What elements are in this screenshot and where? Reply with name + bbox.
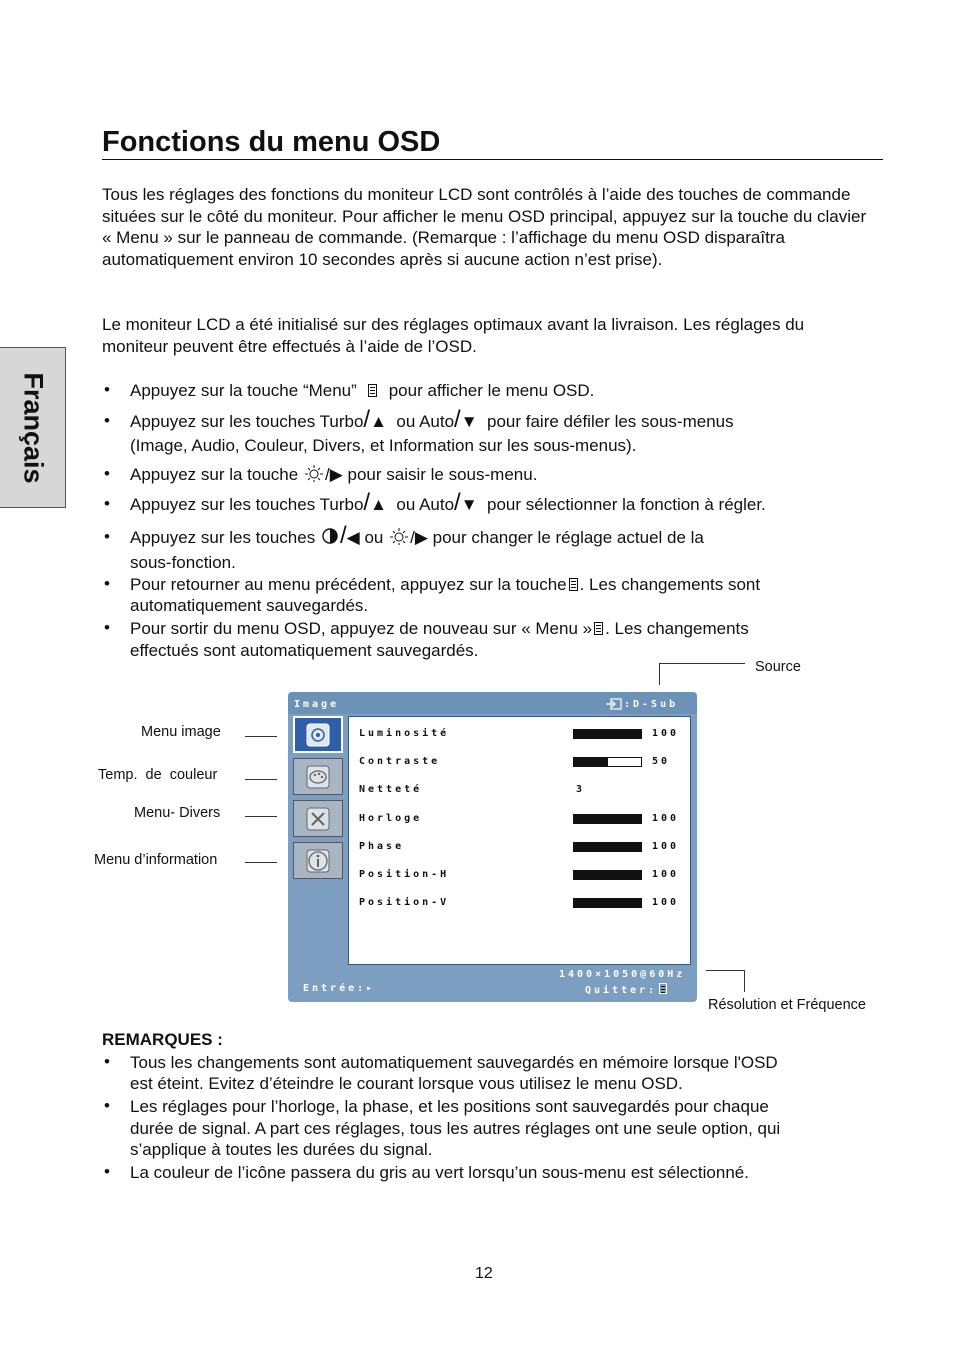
osd-enter-label: Entrée:▸ xyxy=(303,983,376,994)
brightness-icon xyxy=(388,527,410,545)
osd-color-menu[interactable] xyxy=(293,758,343,795)
leader-line xyxy=(659,663,745,664)
brightness-icon xyxy=(303,464,325,482)
bullet-6-line-2: automatiquement sauvegardés. xyxy=(130,596,369,615)
osd-row-slider[interactable] xyxy=(573,870,642,880)
osd-settings-panel xyxy=(348,716,691,965)
osd-row-value: 3 xyxy=(576,784,586,796)
osd-row-slider-fill xyxy=(574,730,641,738)
slash-icon: / xyxy=(363,406,371,433)
osd-image-menu[interactable] xyxy=(293,716,343,753)
menu-key-icon xyxy=(594,622,603,635)
remark-2-line-2: durée de signal. A part ces réglages, tous les autres réglages ont une seule option, qui xyxy=(130,1119,781,1138)
image-icon xyxy=(305,722,331,748)
osd-misc-menu[interactable] xyxy=(293,800,343,837)
osd-row-slider[interactable] xyxy=(573,898,642,908)
osd-row-value: 100 xyxy=(652,840,680,852)
intro-paragraph-2: Le moniteur LCD a été initialisé sur des réglages optimaux avant la livraison. Les réglages du moniteur peuvent être effectués à l’aide de l’OSD. xyxy=(102,315,805,356)
remark-2-line-1: Les réglages pour l’horloge, la phase, et les positions sont sauvegardés pour chaque xyxy=(130,1097,769,1116)
callout-info-menu: Menu d’information xyxy=(94,852,218,868)
leader-line xyxy=(245,816,277,817)
left-triangle-icon: ◀ xyxy=(346,528,360,547)
bullet-4: Appuyez sur les touches Turbo/▲ ou Auto/▼ pour sélectionner la fonction à régler. xyxy=(130,489,766,516)
tools-icon xyxy=(305,806,331,832)
osd-row-slider-fill xyxy=(574,815,641,823)
osd-row-label[interactable]: Phase xyxy=(359,840,405,852)
right-triangle-icon: ▶ xyxy=(329,465,343,484)
slash-icon: / xyxy=(339,522,347,549)
bullet-dot: • xyxy=(104,380,110,399)
remark-3-line-1: La couleur de l’icône passera du gris au vert lorsqu’un sous-menu est sélectionné. xyxy=(130,1163,749,1182)
bullet-dot: • xyxy=(104,618,110,637)
osd-row-slider[interactable] xyxy=(573,729,642,739)
osd-row-slider-fill xyxy=(574,758,608,766)
language-tab-label: Français xyxy=(18,371,48,484)
bullet-dot: • xyxy=(104,527,110,546)
bullet-2-line-2: (Image, Audio, Couleur, Divers, et Information sur les sous-menus). xyxy=(130,436,637,455)
down-triangle-icon: ▼ xyxy=(460,412,478,431)
osd-source: :D-Sub xyxy=(624,699,679,710)
bullet-dot: • xyxy=(104,1162,110,1181)
osd-menu xyxy=(288,692,697,1002)
osd-row-slider[interactable] xyxy=(573,757,642,767)
bullet-5-line-2: sous-fonction. xyxy=(130,553,236,572)
menu-key-icon xyxy=(368,384,377,397)
enter-arrow-icon: ▸ xyxy=(366,983,376,994)
bullet-2: Appuyez sur les touches Turbo/▲ ou Auto/▼ pour faire défiler les sous-menus xyxy=(130,406,734,433)
leader-line xyxy=(659,663,660,685)
osd-row-slider[interactable] xyxy=(573,814,642,824)
remark-1-line-2: est éteint. Evitez d’éteindre le courant lorsque vous utilisez le menu OSD. xyxy=(130,1074,683,1093)
osd-row-label[interactable]: Luminosité xyxy=(359,728,450,739)
remarks-title: REMARQUES : xyxy=(102,1030,223,1049)
osd-row-slider-fill xyxy=(574,843,641,851)
callout-misc-menu: Menu- Divers xyxy=(134,805,221,821)
osd-row-value: 100 xyxy=(652,812,680,824)
bullet-7-line-2: effectués sont automatiquement sauvegardés. xyxy=(130,641,479,660)
osd-row-label[interactable]: Position-V xyxy=(359,897,450,909)
osd-row-slider-fill xyxy=(574,871,641,879)
bullet-dot: • xyxy=(104,411,110,430)
right-triangle-icon: ▶ xyxy=(414,528,428,547)
bullet-dot: • xyxy=(104,494,110,513)
callout-resolution: Résolution et Fréquence xyxy=(708,997,866,1013)
title-rule xyxy=(102,159,883,160)
osd-row-value: 50 xyxy=(652,756,671,768)
osd-row-label[interactable]: Position-H xyxy=(359,869,450,880)
bullet-5: Appuyez sur les touches /◀ ou /▶ pour changer le réglage actuel de la xyxy=(130,522,704,549)
callout-menu-image: Menu image xyxy=(141,724,221,740)
leader-line xyxy=(245,862,277,863)
info-icon xyxy=(305,848,331,874)
osd-row-label[interactable]: Contraste xyxy=(359,756,441,768)
osd-title: Image xyxy=(294,699,340,710)
bullet-dot: • xyxy=(104,464,110,483)
osd-row-value: 100 xyxy=(652,869,680,880)
leader-line xyxy=(744,970,745,992)
up-triangle-icon: ▲ xyxy=(370,412,387,431)
remark-1-line-1: Tous les changements sont automatiquement sauvegardés en mémoire lorsque l'OSD xyxy=(130,1053,778,1072)
callout-source: Source xyxy=(755,659,801,675)
bullet-3: Appuyez sur la touche /▶ pour saisir le sous-menu. xyxy=(130,465,538,484)
intro-paragraph-1: Tous les réglages des fonctions du moniteur LCD sont contrôlés à l’aide des touches de commande situées sur le côté du moniteur. Pour afficher le menu OSD principal, appuyez sur la touche du clavier « Menu » sur le panneau de commande. (Remarque : l’affichage du menu OSD disparaîtra automatiquement environ 10 secondes après si aucune action n’est prise). xyxy=(102,185,867,269)
slash-icon: / xyxy=(454,489,461,516)
page-title: Fonctions du menu OSD xyxy=(102,126,441,158)
language-tab xyxy=(0,347,66,508)
leader-line xyxy=(706,970,744,971)
slash-icon: / xyxy=(363,489,371,516)
leader-line xyxy=(245,736,277,737)
down-triangle-icon: ▼ xyxy=(460,495,478,514)
osd-row-label[interactable]: Netteté xyxy=(359,784,423,796)
bullet-1: Appuyez sur la touche “Menu” pour afficher le menu OSD. xyxy=(130,381,595,400)
bullet-dot: • xyxy=(104,574,110,593)
bullet-7: Pour sortir du menu OSD, appuyez de nouveau sur « Menu » . Les changements xyxy=(130,619,749,638)
bullet-dot: • xyxy=(104,1052,110,1071)
remark-2-line-3: s’applique à toutes les durées du signal. xyxy=(130,1140,433,1159)
osd-row-value: 100 xyxy=(652,897,680,909)
menu-key-icon xyxy=(659,983,667,994)
callout-color-temp: Temp. de couleur xyxy=(98,767,218,783)
osd-row-value: 100 xyxy=(652,728,680,739)
osd-row-label[interactable]: Horloge xyxy=(359,812,423,824)
input-source-icon xyxy=(606,698,622,710)
palette-icon xyxy=(305,764,331,790)
bullet-dot: • xyxy=(104,1096,110,1115)
osd-info-menu[interactable] xyxy=(293,842,343,879)
slash-icon: / xyxy=(454,406,461,433)
leader-line xyxy=(245,779,277,780)
osd-row-slider[interactable] xyxy=(573,842,642,852)
up-triangle-icon: ▲ xyxy=(370,495,387,514)
page-number: 12 xyxy=(475,1265,493,1282)
osd-row-slider-fill xyxy=(574,899,641,907)
osd-resolution: 1400×1050@60Hz xyxy=(559,969,686,980)
bullet-6: Pour retourner au menu précédent, appuyez sur la touche . Les changements sont xyxy=(130,575,761,594)
contrast-icon xyxy=(320,527,340,545)
menu-key-icon xyxy=(569,578,578,591)
osd-quit-label: Quitter: xyxy=(585,983,669,996)
